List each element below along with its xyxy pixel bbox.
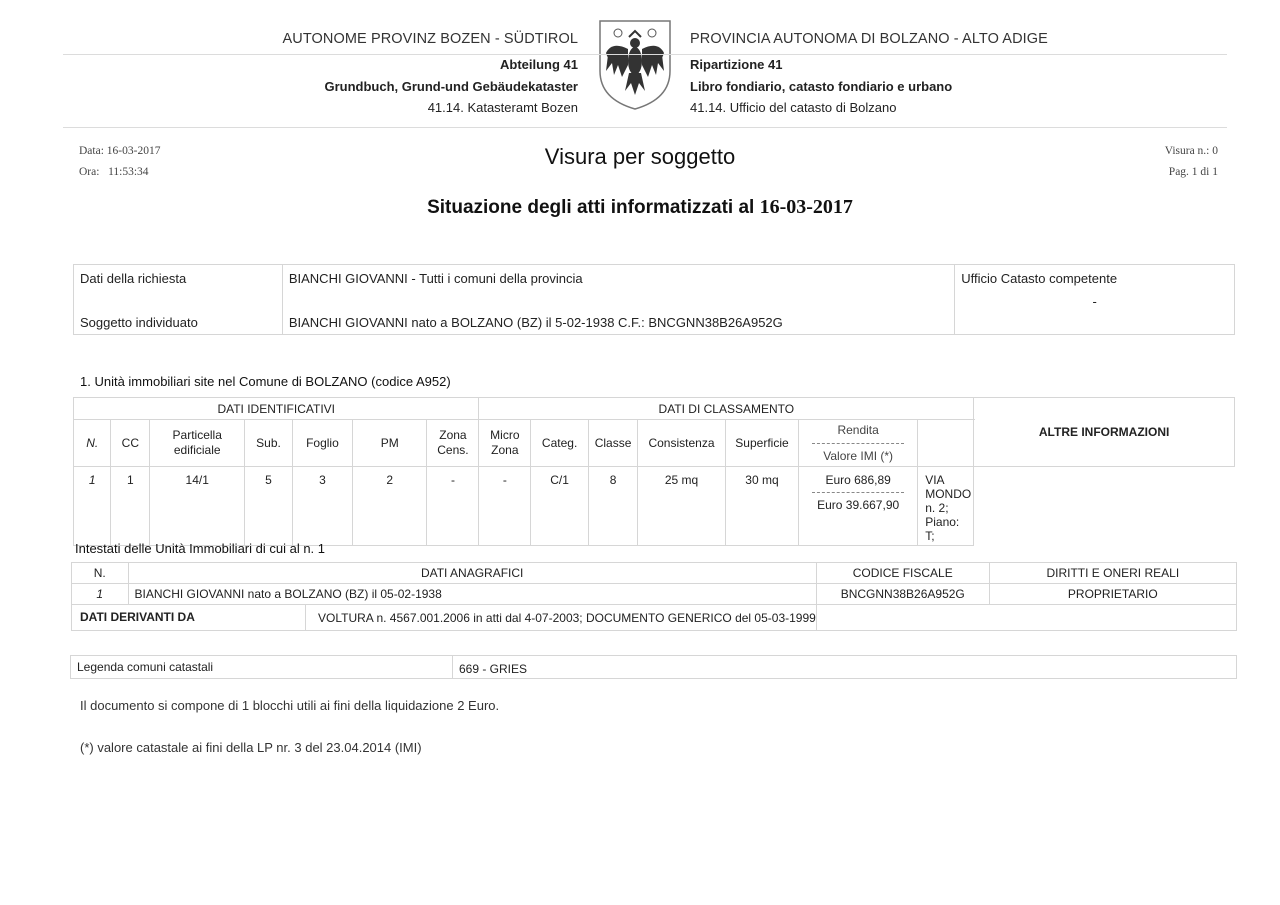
office-value: - <box>1092 294 1097 309</box>
visura-number: Visura n.: 0 <box>1164 145 1218 157</box>
header-right-department: Ripartizione 41 <box>690 57 783 72</box>
table-row <box>72 584 1237 605</box>
subject-value: BIANCHI GIOVANNI nato a BOLZANO (BZ) il 5-02-1938 C.F.: BNCGNN38B26A952G <box>282 301 954 335</box>
cell-valore: Euro 39.667,90 <box>817 498 900 512</box>
owner-anagrafici: BIANCHI GIOVANNI nato a BOLZANO (BZ) il 05-02-1938 <box>128 584 816 605</box>
header-bottom-rule <box>63 127 1227 128</box>
col-sub: Sub. <box>245 420 293 467</box>
header-left-office: Grundbuch, Grund-und Gebäudekataster <box>324 79 578 94</box>
request-value: BIANCHI GIOVANNI - Tutti i comuni della provincia <box>282 265 954 301</box>
col-rendita-label: Rendita <box>837 422 879 437</box>
legend-table <box>70 655 1237 679</box>
legend-label: Legenda comuni catastali <box>71 656 453 679</box>
coat-of-arms-emblem <box>598 19 672 111</box>
subtitle-date: 16-03-2017 <box>759 196 853 218</box>
header-right-unit: 41.14. Ufficio del catasto di Bolzano <box>690 100 897 115</box>
owners-col-cf: CODICE FISCALE <box>816 563 989 584</box>
col-particella: Particella edificiale <box>150 420 245 467</box>
col-consistenza: Consistenza <box>638 420 726 467</box>
date-meta: Data: 16-03-2017 <box>79 145 161 157</box>
col-superficie: Superficie <box>725 420 798 467</box>
col-foglio: Foglio <box>292 420 352 467</box>
cell-zona: - <box>427 467 479 546</box>
cell-superficie: 30 mq <box>725 467 798 546</box>
owner-cf: BNCGNN38B26A952G <box>816 584 989 605</box>
col-micro: Micro Zona <box>479 420 531 467</box>
owners-col-n: N. <box>72 563 129 584</box>
owners-col-diritti: DIRITTI E ONERI REALI <box>989 563 1236 584</box>
document-title: Visura per soggetto <box>544 144 736 169</box>
derivanti-row <box>72 605 1237 631</box>
owners-title: Intestati delle Unità Immobiliari di cui al n. 1 <box>75 541 326 556</box>
col-cc: CC <box>111 420 150 467</box>
section-units-title: 1. Unità immobiliari site nel Comune di BOLZANO (codice A952) <box>80 374 451 389</box>
time-value: 11:53:34 <box>108 166 149 178</box>
document-subtitle: Situazione degli atti informatizzati al 16-03-2017 <box>427 196 853 218</box>
subject-label: Soggetto individuato <box>74 301 283 335</box>
derivanti-value: VOLTURA n. 4567.001.2006 in atti dal 4-07-2003; DOCUMENTO GENERICO del 05-03-1999 <box>318 610 816 625</box>
page-indicator: Pag. 1 di 1 <box>1168 166 1218 178</box>
legend-value: 669 - GRIES <box>453 656 1237 679</box>
col-classe: Classe <box>589 420 638 467</box>
header-left-department: Abteilung 41 <box>499 57 578 72</box>
group-identificativi: DATI IDENTIFICATIVI <box>74 398 479 420</box>
request-table <box>73 264 1235 335</box>
cell-sub: 5 <box>245 467 293 546</box>
header-left-unit: 41.14. Katasteramt Bozen <box>427 100 578 115</box>
owners-col-anagrafici: DATI ANAGRAFICI <box>128 563 816 584</box>
header-right-title: PROVINCIA AUTONOMA DI BOLZANO - ALTO ADIGE <box>690 31 1048 47</box>
header-top-rule <box>63 54 1227 55</box>
col-n: N. <box>74 420 111 467</box>
table-row <box>74 467 1235 546</box>
units-table <box>73 397 1235 546</box>
col-pm: PM <box>352 420 426 467</box>
owners-table <box>71 562 1237 631</box>
owner-n: 1 <box>72 584 129 605</box>
cell-particella: 14/1 <box>150 467 245 546</box>
cell-altre: VIA MONDO n. 2; Piano: T; <box>918 467 974 546</box>
derivanti-label: DATI DERIVANTI DA <box>72 605 306 630</box>
request-label: Dati della richiesta <box>74 265 283 301</box>
cell-n: 1 <box>74 467 111 546</box>
office-cell <box>955 265 1235 335</box>
owner-diritti: PROPRIETARIO <box>989 584 1236 605</box>
cell-foglio: 3 <box>292 467 352 546</box>
time-meta: Ora: 11:53:34 <box>79 166 149 178</box>
cell-pm: 2 <box>352 467 426 546</box>
cell-categ: C/1 <box>531 467 589 546</box>
col-categ: Categ. <box>531 420 589 467</box>
cell-consistenza: 25 mq <box>638 467 726 546</box>
cell-classe: 8 <box>589 467 638 546</box>
cell-micro: - <box>479 467 531 546</box>
col-zona: Zona Cens. <box>427 420 479 467</box>
group-classamento: DATI DI CLASSAMENTO <box>479 398 974 420</box>
col-valore-label: Valore IMI (*) <box>823 448 894 463</box>
date-value: 16-03-2017 <box>106 145 161 157</box>
cell-cc: 1 <box>111 467 150 546</box>
liquidation-note: Il documento si compone di 1 blocchi utili ai fini della liquidazione 2 Euro. <box>80 698 500 713</box>
header-left-title: AUTONOME PROVINZ BOZEN - SÜDTIROL <box>282 31 578 47</box>
cell-rendita: Euro 686,89 <box>825 473 891 487</box>
imi-footnote: (*) valore catastale ai fini della LP nr. 3 del 23.04.2014 (IMI) <box>80 740 422 755</box>
header-right-office: Libro fondiario, catasto fondiario e urbano <box>690 79 953 94</box>
group-altre: ALTRE INFORMAZIONI <box>974 398 1235 467</box>
office-label: Ufficio Catasto competente <box>961 271 1118 286</box>
col-rendita <box>799 420 918 467</box>
cell-rendita-valore <box>799 467 918 546</box>
